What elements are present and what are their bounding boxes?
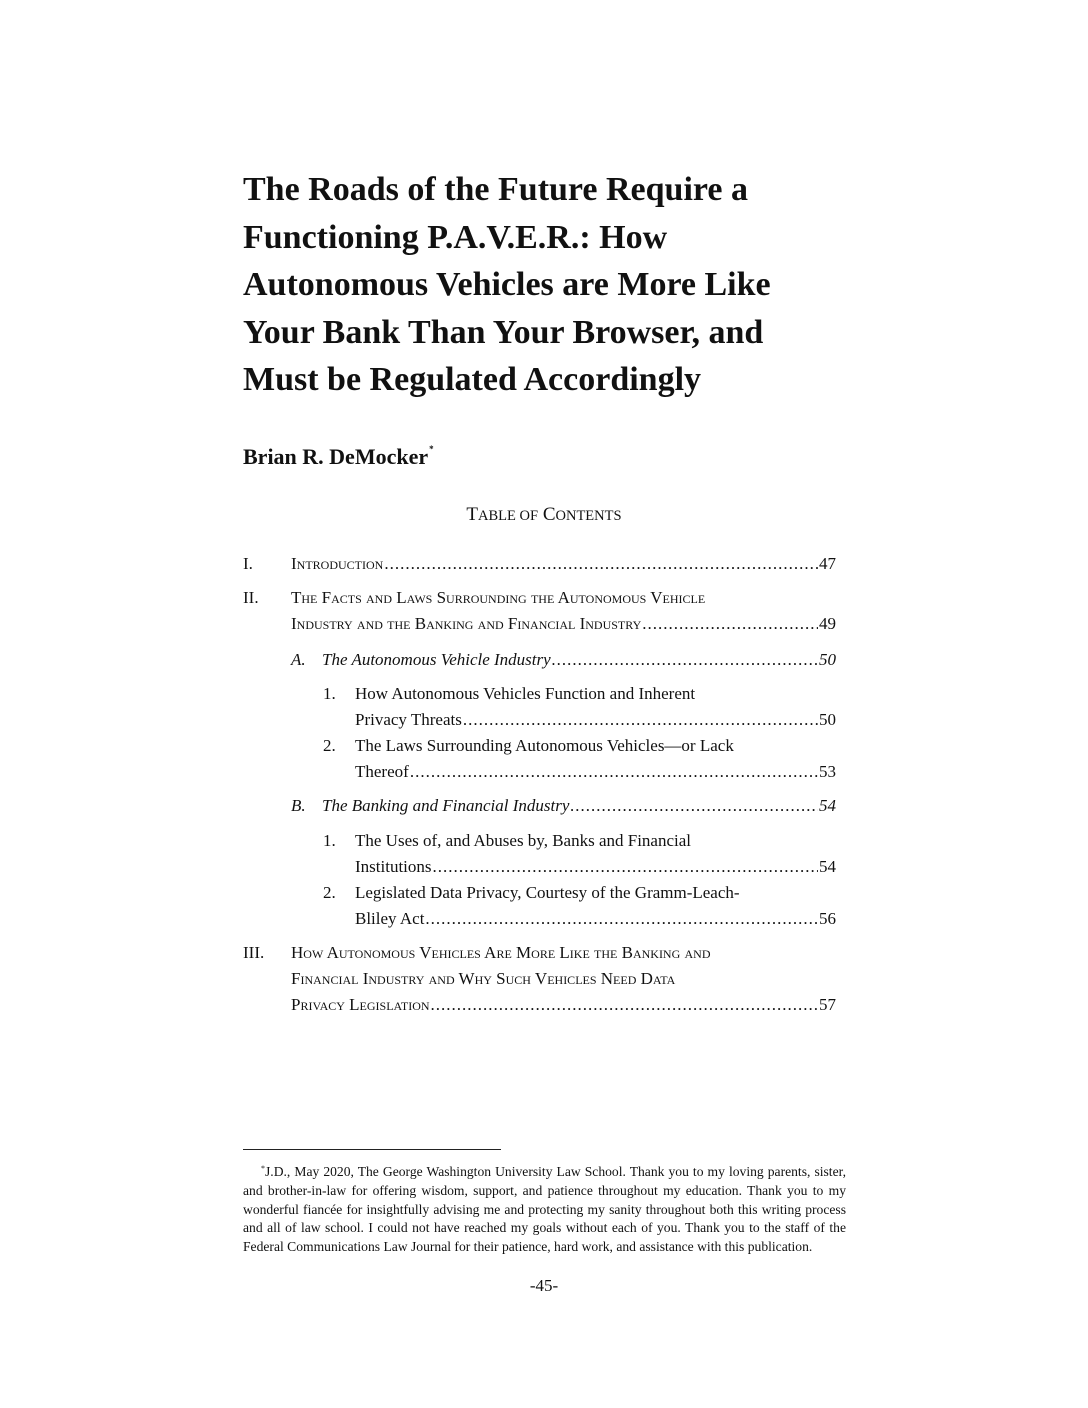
- toc-entry[interactable]: [291, 585, 836, 637]
- toc-entry-number: 1.: [323, 684, 336, 703]
- footnote-mark: *: [261, 1164, 265, 1173]
- footnote-separator: [243, 1149, 501, 1150]
- toc-entry-number: II.: [243, 588, 259, 607]
- toc-page-number: 57: [819, 995, 836, 1014]
- toc-heading-rest: ABLE OF: [478, 508, 539, 524]
- toc-entry[interactable]: [291, 940, 836, 1018]
- title-line: The Roads of the Future Require a: [243, 171, 748, 208]
- toc-dot-leader: [433, 854, 818, 880]
- toc-entry-text: The Laws Surrounding Autonomous Vehicles—or Lack: [355, 736, 734, 755]
- toc-page-number: 53: [819, 762, 836, 781]
- toc-entry-text: How Autonomous Vehicles Are More Like the Banking and: [291, 943, 711, 962]
- toc-dot-leader: [552, 647, 818, 673]
- toc-dot-leader: [425, 906, 818, 932]
- toc-entry[interactable]: [355, 681, 836, 733]
- toc-entry-text: Privacy Legislation: [291, 995, 430, 1014]
- toc-entry-text: The Autonomous Vehicle Industry: [322, 650, 551, 669]
- page-number: -45-: [529, 1276, 559, 1295]
- title-line: Autonomous Vehicles are More Like: [243, 266, 771, 303]
- toc-entry-number: III.: [243, 943, 265, 962]
- toc-entry[interactable]: [355, 880, 836, 932]
- toc-entry[interactable]: [322, 793, 836, 819]
- title-line: Your Bank Than Your Browser, and: [243, 313, 764, 351]
- toc-page-number: 49: [819, 614, 836, 633]
- toc-dot-leader: [642, 611, 818, 637]
- toc-entry-text: Industry and the Banking and Financial Industry: [291, 614, 642, 633]
- toc-entry-text: How Autonomous Vehicles Function and Inherent: [355, 684, 696, 703]
- toc-dot-leader: [570, 793, 818, 819]
- toc-page-number: 47: [819, 554, 836, 573]
- toc-heading: [0, 503, 1088, 528]
- article-title: [243, 166, 863, 404]
- footnote: [243, 1160, 846, 1257]
- toc-entry-text: Privacy Threats: [355, 710, 462, 729]
- toc-entry-number: 1.: [323, 831, 336, 850]
- toc-page-number: 50: [819, 710, 836, 729]
- toc-entry-number: B.: [291, 796, 306, 815]
- toc-entry-text: Thereof: [355, 762, 409, 781]
- toc-entry-text: Bliley Act: [355, 909, 425, 928]
- toc-entry-text: Financial Industry and Why Such Vehicles Need Data: [291, 969, 676, 988]
- toc-entry-text: Legislated Data Privacy, Courtesy of the Gramm-Leach-: [355, 883, 740, 902]
- title-line: Must be Regulated Accordingly: [243, 361, 702, 398]
- toc-page-number: 50: [819, 650, 836, 669]
- toc-heading-rest: ONTENTS: [555, 508, 622, 524]
- author-footnote-mark: *: [429, 444, 434, 454]
- author-name: Brian R. DeMocker: [243, 444, 429, 469]
- toc-entry[interactable]: [322, 647, 836, 673]
- title-line: Functioning P.A.V.E.R.: How: [243, 218, 668, 256]
- toc-dot-leader: [431, 992, 818, 1018]
- toc-entry-text: The Uses of, and Abuses by, Banks and Financial: [355, 831, 692, 850]
- toc-heading-letter: C: [542, 504, 556, 525]
- toc-entry-number: A.: [291, 650, 306, 669]
- toc-dot-leader: [384, 551, 818, 577]
- toc-dot-leader: [463, 707, 818, 733]
- toc-entry[interactable]: [355, 733, 836, 785]
- toc-entry-text: The Banking and Financial Industry: [322, 796, 570, 815]
- toc-entry-text: Institutions: [355, 857, 432, 876]
- toc-page-number: 56: [819, 909, 836, 928]
- toc-entry[interactable]: [291, 551, 836, 577]
- toc-entry-number: I.: [243, 554, 253, 573]
- toc-page-number: 54: [819, 857, 836, 876]
- toc-entry-number: 2.: [323, 736, 336, 755]
- toc-entry-text: Introduction: [291, 554, 384, 573]
- toc-page-number: 54: [819, 796, 836, 815]
- toc-entry-number: 2.: [323, 883, 336, 902]
- author-byline: [243, 434, 434, 472]
- toc-entry[interactable]: [355, 828, 836, 880]
- toc-dot-leader: [410, 759, 818, 785]
- toc-heading-letter: T: [466, 504, 479, 525]
- toc-entry-text: The Facts and Laws Surrounding the Autonomous Vehicle: [291, 588, 706, 607]
- footnote-text: J.D., May 2020, The George Washington University Law School. Thank you to my loving parents, sister, and brother-in-law for offering wisdom, support, and patience throughout my education. Thank you to my wonderful fiancée for insightfully advising me and protecting my sanity throughout both this writing process and all of law school. I could not have reached my goals without each of you. Thank you to the staff of the Federal Communications Law Journal for their patience, hard work, and assistance with this publication.: [243, 1164, 846, 1255]
